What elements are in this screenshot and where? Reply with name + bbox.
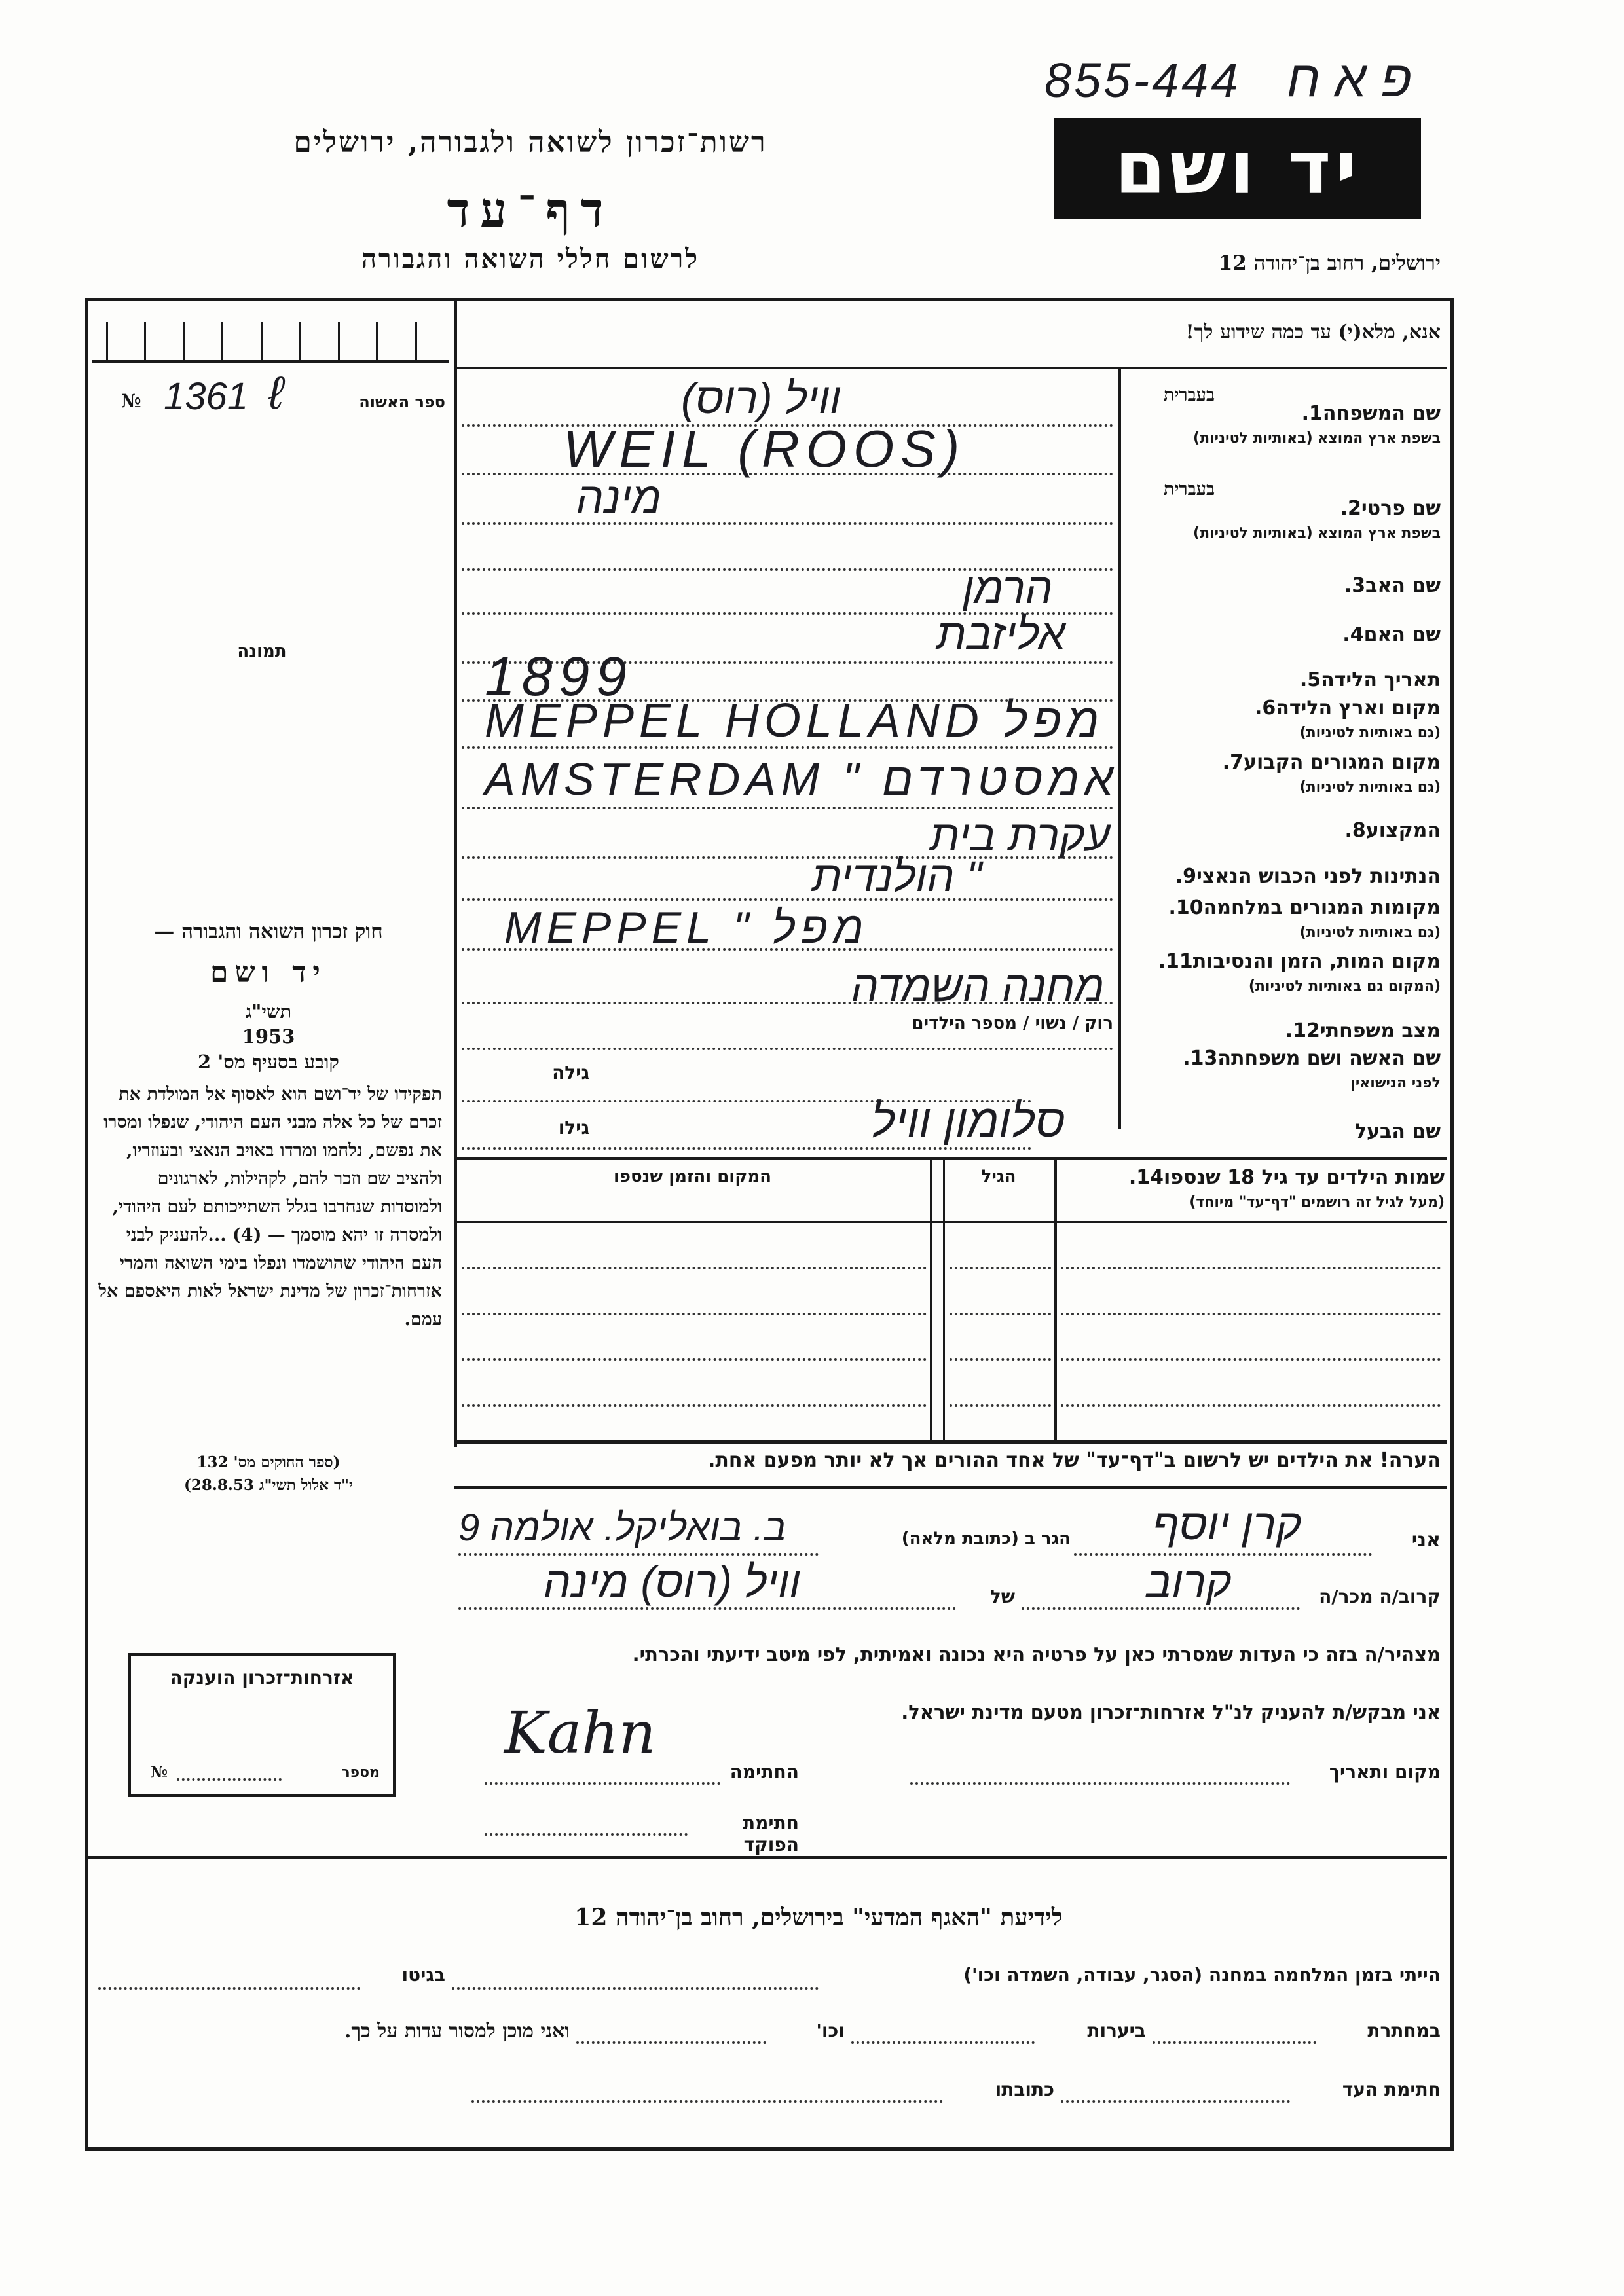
of-value: וויל (רוס) מינה	[544, 1558, 801, 1606]
law-clause: קובע בסעיף מס' 2	[198, 1051, 339, 1073]
footer-camp-line	[452, 1987, 819, 1990]
memorial-box-number-sign: №	[151, 1762, 168, 1781]
relation-label: קרוב/ה מכר/ה	[1319, 1586, 1441, 1607]
children-label: שמות הילדים עד גיל 18 שנספו14. (מעל לגיל זה רושמים "דף־עד" מיוחד)	[1128, 1166, 1445, 1211]
law-year-hebrew: תשי"ג	[245, 1000, 292, 1023]
children-col-1	[1054, 1157, 1057, 1440]
field-3-value: הרמן	[963, 564, 1053, 612]
corner-mark: פ א ח	[1287, 50, 1412, 107]
field-1-latin-value: WEIL (ROOS)	[563, 420, 967, 478]
field-12-options: רוק / נשוי / מספר הילדים	[912, 1013, 1113, 1033]
footer-heading: לידיעת "האגף המדעי" בירושלים, רחוב בן־יהודה 12	[574, 1904, 1063, 1931]
husband-name-value: סלומון וויל	[871, 1095, 1065, 1146]
declarant-address-value: ב. בואליקל. אולמה 9	[458, 1506, 786, 1549]
wife-age-label: גילה	[552, 1062, 589, 1084]
field-2-value: מינה	[576, 473, 662, 522]
yad-vashem-logo	[1054, 118, 1421, 219]
field-13-label: שם האשה ושם משפחתה13. לפני הנישואין	[1183, 1047, 1441, 1091]
children-table-top	[454, 1157, 1447, 1160]
label-column-divider	[1118, 367, 1121, 1129]
field-12-line	[462, 1048, 1113, 1050]
field-8-value: עקרת בית	[930, 811, 1111, 860]
field-7-label: מקום המגורים הקבוע7. (גם באותיות לטיניות)	[1222, 751, 1441, 795]
form-title: דף־עד	[447, 182, 614, 238]
photo-label: תמונה	[237, 642, 287, 661]
address-line: ירושלים, רחוב בן־יהודה 12	[1218, 251, 1441, 275]
declarant-line	[1074, 1553, 1372, 1556]
official-signature-label: חתימת הפוקד	[743, 1812, 799, 1855]
footer-ghetto-line	[98, 1987, 360, 1990]
memorial-box-title: אזרחות־זכרון הוענקה	[170, 1667, 354, 1688]
intro-divider	[454, 367, 1447, 369]
register-number-label: ספר האשוה	[359, 393, 445, 411]
note-top-border	[454, 1440, 1447, 1444]
note-bottom-border	[454, 1486, 1447, 1489]
relation-value: קרוב	[1146, 1558, 1232, 1606]
footer-etc-label: וכו'	[816, 2020, 845, 2041]
footer-separator	[85, 1856, 1447, 1859]
field-5-label: תאריך הלידה5.	[1299, 668, 1441, 691]
field-2-lang-tag: בעברית	[1163, 479, 1215, 500]
field-4-label: שם האם4.	[1342, 623, 1441, 646]
husband-age-label: גילו	[558, 1117, 589, 1139]
law-paragraph: תפקידו של יד־ושם הוא לאסוף אל המולדת את זכרם של כל אלה מבני העם היהודי, שנפלו ומסרו את נפשם, נלחמו ומרדו באויב הנאצי ובעוזריו, ולהציב שם וזכר להם, לקהילות, לארגונים ולמוסדות שנחרבו בגלל השתייכותם לעם היהודי, ולמסרה זו יהא מוסמך — (4) ...להעניק לבני העם היהודי שהושמדו ונפלו בימי השואה והמרי אזרחות־זכרון של מדינת ישראל לאות היאספם אל עמם.	[98, 1084, 442, 1330]
children-age-header: הגיל	[981, 1167, 1016, 1186]
children-header-line	[454, 1221, 1447, 1223]
field-10-value: MEPPEL " מפל	[504, 903, 869, 953]
relation-line	[1022, 1607, 1300, 1610]
field-10-label: מקומות המגורים במלחמה10. (גם באותיות לטיניות)	[1168, 896, 1441, 941]
law-year: 1953	[242, 1025, 295, 1048]
field-1-lang-tag: בעברית	[1163, 385, 1215, 405]
memorial-box-number-label: מספר	[341, 1764, 380, 1781]
official-signature-line	[485, 1833, 688, 1836]
form-subtitle: לרשום חללי השואה והגבורה	[361, 244, 700, 274]
of-line	[458, 1607, 956, 1610]
logo-text: יד ושם	[1115, 126, 1361, 211]
intro-text: אנא, מלא(י) עד כמה שידוע לך!	[1185, 321, 1441, 344]
registrar-initials: ℓ	[268, 367, 284, 418]
field-2-line	[462, 522, 1113, 525]
law-title: חוק זכרון השואה והגבורה —	[154, 920, 383, 943]
field-2-label: שם פרטי2. בשפת ארץ המוצא (באותיות לטיניות)	[1193, 497, 1441, 541]
place-date-line	[910, 1782, 1290, 1785]
declarant-address-label: הגר ב (כתובת מלאה)	[901, 1529, 1071, 1548]
children-col-3	[930, 1157, 932, 1440]
field-1-hebrew-value: וויל (רוס)	[681, 374, 841, 422]
reference-number: 855-444	[1044, 53, 1241, 107]
footer-underground-line	[1153, 2041, 1316, 2044]
field-9-label: הנתינות לפני הכבוש הנאצי9.	[1175, 865, 1441, 888]
field-7-line	[462, 807, 1113, 809]
field-11-value: מחנה השמדה	[851, 962, 1105, 1010]
memorial-citizenship-box	[128, 1653, 396, 1797]
field-1-label: שם המשפחה1. בשפת ארץ המוצא (באותיות לטיניות)	[1193, 402, 1441, 446]
field-8-label: המקצוע8.	[1344, 819, 1441, 842]
of-label: של	[989, 1586, 1015, 1607]
declarant-address-line	[458, 1553, 819, 1556]
sidebar-divider	[454, 298, 457, 1447]
signature-line	[485, 1782, 720, 1785]
declarant-value: קרן יוסף	[1153, 1500, 1302, 1548]
declaration-request: אני מבקש/ת להעניק לנ"ל אזרחות־זכרון מטעם מדינת ישראל.	[901, 1701, 1441, 1723]
footer-address-label: כתובתו	[995, 2079, 1054, 2100]
footer-line1-text: הייתי בזמן המלחמה במחנה (הסגר, עבודה, השמדה וכו')	[963, 1964, 1441, 1986]
footer-willing-text: ואני מוכן למסור עדות על כך.	[344, 2020, 570, 2043]
law-citation-2: י"ד אלול תשי"ג 28.8.53)	[183, 1476, 354, 1494]
declaration-statement: מצהיר/ה בזה כי העדות שמסרתי כאן על פרטיה היא נכונה ואמיתית, לפי מיטב ידיעתי והכרתי.	[632, 1643, 1441, 1666]
field-6-label: מקום וארץ הלידה6. (גם באותיות לטיניות)	[1254, 697, 1441, 741]
husband-name-line	[462, 1147, 1031, 1150]
organization-title: רשות־זכרון לשואה ולגבורה, ירושלים	[293, 126, 767, 159]
register-ticks	[92, 322, 449, 363]
field-7-value: AMSTERDAM " אמסטרדם	[485, 754, 1119, 805]
signature-label: החתימה	[729, 1761, 799, 1783]
field-11-label: מקום המות, הזמן והנסיבות11. (המקום גם באותיות לטיניות)	[1158, 950, 1441, 994]
footer-etc-line	[576, 2041, 766, 2044]
declarant-signature: Kahn	[504, 1699, 656, 1766]
children-note: הערה! את הילדים יש לרשום ב"דף־עד" של אחד ההורים אך לא יותר מפעם אחת.	[707, 1449, 1441, 1472]
law-name: יד ושם	[210, 956, 327, 989]
footer-witness-signature-line	[1061, 2100, 1290, 2103]
children-place-header: המקום והזמן שנספו	[613, 1167, 772, 1186]
memorial-box-number-line	[177, 1778, 282, 1781]
field-9-value: " הולנדית	[812, 852, 982, 900]
place-date-label: מקום ותאריך	[1329, 1761, 1441, 1783]
law-citation-1: (ספר החוקים מס' 132	[196, 1453, 341, 1471]
declarant-label: אני	[1411, 1529, 1441, 1552]
husband-name-label: שם הבעל	[1354, 1120, 1441, 1143]
field-6-value: MEPPEL HOLLAND מפל	[485, 695, 1105, 747]
register-number-sign: №	[121, 390, 141, 412]
footer-forests-label: ביערות	[1087, 2020, 1146, 2041]
field-3-label: שם האב3.	[1344, 574, 1441, 597]
field-9-line	[462, 898, 1113, 901]
field-4-value: אליזבת	[936, 610, 1066, 658]
field-12-label: מצב משפחתי12.	[1285, 1019, 1441, 1042]
register-number-value: 1361	[164, 375, 249, 418]
footer-ghetto-label: בגיטו	[401, 1964, 445, 1986]
field-5-value: 1899	[485, 646, 633, 707]
footer-underground-label: במחתרת	[1367, 2020, 1441, 2041]
children-col-2	[943, 1157, 945, 1440]
footer-forests-line	[851, 2041, 1035, 2044]
footer-witness-signature-label: חתימת העד	[1342, 2079, 1441, 2100]
footer-address-line	[471, 2100, 943, 2103]
